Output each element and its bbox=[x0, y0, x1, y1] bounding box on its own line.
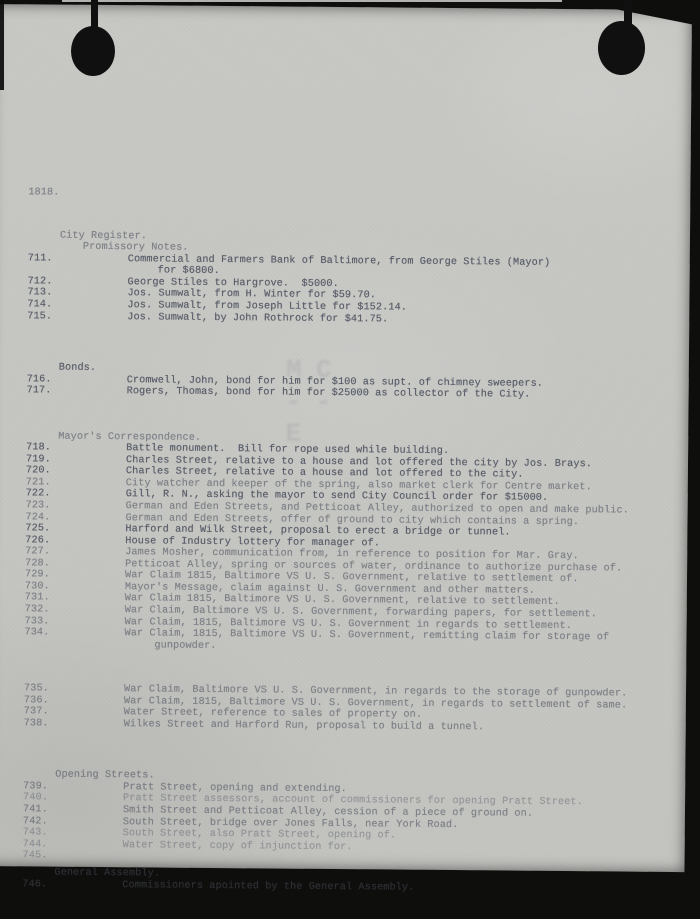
faint-stamp-watermark: C-M-E bbox=[278, 354, 339, 451]
section bbox=[27, 362, 675, 402]
entry-number: 718. bbox=[26, 442, 52, 454]
section-title: Bonds. bbox=[58, 362, 97, 375]
entry-text: Smith Street and Petticoat Alley, cession of a piece of ground on. bbox=[122, 805, 534, 820]
section bbox=[27, 230, 676, 328]
entry-number: 715. bbox=[27, 310, 53, 323]
entry-number: 724. bbox=[25, 511, 51, 524]
entry-number: 730. bbox=[24, 581, 50, 593]
entry-number: 741. bbox=[22, 804, 48, 816]
entry-number: 721. bbox=[25, 477, 51, 489]
entry-number: 745. bbox=[22, 850, 48, 862]
entry-text: Battle monument. Bill for rope used while building. bbox=[126, 443, 450, 458]
entry-text: Water Street, reference to sales of property on. bbox=[123, 707, 423, 722]
entry-text: Charles Street, relative to a house and lot offered to the city. bbox=[125, 466, 524, 482]
entry-text: Jos. Sumwalt, from H. Winter for $59.70. bbox=[127, 288, 377, 302]
entry-number: 729. bbox=[24, 569, 50, 581]
entry-number: 731. bbox=[24, 592, 50, 604]
punch-fastener-right-icon bbox=[598, 21, 645, 75]
entry-continuation: for $6800. bbox=[157, 265, 220, 278]
entry-continuation: gunpowder. bbox=[154, 640, 217, 652]
entry-text: House of Industry lottery for manager of. bbox=[125, 535, 381, 550]
year-label: 1818. bbox=[28, 187, 60, 199]
entry-number: 736. bbox=[23, 694, 49, 707]
entry-number: 743. bbox=[22, 827, 48, 839]
entry-text: German and Eden Streets, and Petticoat Alley, authorized to open and make public. bbox=[125, 501, 629, 517]
entry-text: Water Street, copy of injunction for. bbox=[122, 839, 353, 853]
entry-text: City watcher and keeper of the spring, also market clerk for Centre market. bbox=[125, 478, 592, 494]
scan-left-edge bbox=[0, 0, 4, 90]
entry-number: 746. bbox=[22, 879, 48, 891]
entry-number: 725. bbox=[25, 523, 51, 535]
entry-number: 744. bbox=[22, 838, 48, 851]
entry-text: Pratt Street assessors, account of commissioners for opening Pratt Street. bbox=[123, 793, 583, 809]
entry-text: War Claim, Baltimore VS U. S. Government, in regards to the storage of gunpowder. bbox=[123, 684, 628, 700]
entry-text: Wilkes Street and Harford Run, proposal to build a tunnel. bbox=[123, 718, 485, 734]
entry-number: 714. bbox=[27, 299, 53, 311]
entry-number: 739. bbox=[23, 781, 49, 793]
entry-number: 740. bbox=[23, 792, 48, 804]
entry-number: 737. bbox=[23, 706, 49, 718]
entry-number: 738. bbox=[23, 718, 49, 730]
entry-text: War Claim 1815, Baltimore VS U. S. Government, relative to settlement of. bbox=[124, 570, 579, 586]
entry-text: Jos. Sumwalt, by John Rothrock for $41.75. bbox=[127, 311, 389, 326]
document-page bbox=[0, 4, 692, 894]
entry-number: 720. bbox=[25, 465, 51, 477]
entry-text: Commercial and Farmers Bank of Baltimore, from George Stiles (Mayor) bbox=[127, 254, 551, 269]
entry-number: 734. bbox=[24, 627, 50, 639]
entry-text: Commissioners apointed by the General Assembly. bbox=[122, 879, 415, 894]
entry-number: 719. bbox=[25, 454, 51, 466]
entry-number: 711. bbox=[27, 253, 53, 265]
entry-text: Rogers, Thomas, bond for him for $25000 as collector of the City. bbox=[126, 386, 531, 401]
index-sections bbox=[22, 230, 676, 896]
entry-text: South Street, also Pratt Street, opening of. bbox=[122, 828, 397, 842]
section bbox=[22, 867, 670, 896]
entry-text: War Claim, 1815, Baltimore VS U. S. Government, in regards to settlement of same. bbox=[123, 695, 628, 712]
section-title: Mayor's Correspondence. bbox=[58, 431, 202, 444]
entry-text: Harford and Wilk Street, proposal to erect a bridge or tunnel. bbox=[125, 524, 511, 539]
entry-number: 723. bbox=[25, 500, 51, 512]
entry-text: Jos. Sumwalt, from Joseph Little for $152.14. bbox=[127, 300, 408, 314]
entry-number: 742. bbox=[22, 815, 48, 828]
entry-text: Petticoat Alley, spring or sources of water, ordinance to authorize purchase of. bbox=[125, 558, 623, 575]
section-title: City Register. bbox=[59, 230, 148, 243]
entry-number: 712. bbox=[27, 276, 53, 288]
entry-number: 716. bbox=[26, 373, 52, 386]
entry-text: German and Eden Streets, offer of ground to city which contains a spring. bbox=[125, 512, 580, 528]
entry-number: 717. bbox=[26, 385, 52, 397]
entry-text: James Mosher, communication from, in reference to position for Mar. Gray. bbox=[125, 547, 579, 563]
entry-text: War Claim, 1815, Baltimore VS U. S. Government, remitting claim for storage of bbox=[124, 628, 610, 644]
section bbox=[24, 431, 675, 735]
entry-text: War Claim, Baltimore VS U. S. Government, forwarding papers, for settlement. bbox=[124, 605, 597, 621]
entry-number: 726. bbox=[25, 534, 51, 547]
entry-number: 727. bbox=[25, 546, 51, 558]
section-title: Opening Streets. bbox=[55, 769, 155, 782]
section bbox=[22, 769, 672, 862]
entry-text: George Stiles to Hargrove. $5000. bbox=[127, 277, 339, 290]
typewritten-index bbox=[22, 164, 677, 919]
entry-number: 728. bbox=[25, 558, 51, 570]
punch-fastener-left-icon bbox=[71, 26, 115, 76]
entry-number: 735. bbox=[23, 683, 49, 695]
entry-text: South Street, bridge over Jones Falls, near York Road. bbox=[122, 816, 459, 831]
scanner-lid-sliver bbox=[62, 0, 562, 2]
entry-text: Pratt Street, opening and extending. bbox=[123, 782, 347, 796]
entry-number: 733. bbox=[24, 615, 50, 628]
entry-number: 732. bbox=[24, 604, 50, 616]
entry-number: 722. bbox=[25, 488, 51, 501]
entry-text: Gill, R. N., asking the mayor to send City Council order for $15000. bbox=[125, 489, 549, 505]
entry-text: War Claim, 1815, Baltimore VS U. S. Government in regards to settlement. bbox=[124, 616, 573, 632]
section-subtitle: Promissory Notes. bbox=[82, 242, 189, 255]
entry-number: 713. bbox=[27, 287, 53, 300]
entry-text: Mayor's Message, claim against U. S. Government and other matters. bbox=[124, 582, 536, 597]
section-title: General Assembly. bbox=[54, 867, 161, 880]
entry-text: War Claim 1815, Baltimore VS U. S. Government, relative to settlement. bbox=[124, 593, 560, 609]
entry-text: Cromwell, John, bond for him for $100 as supt. of chimney sweepers. bbox=[126, 374, 544, 390]
entry-text: Charles Street, relative to a house and lot offered the city by Jos. Brays. bbox=[125, 455, 593, 471]
